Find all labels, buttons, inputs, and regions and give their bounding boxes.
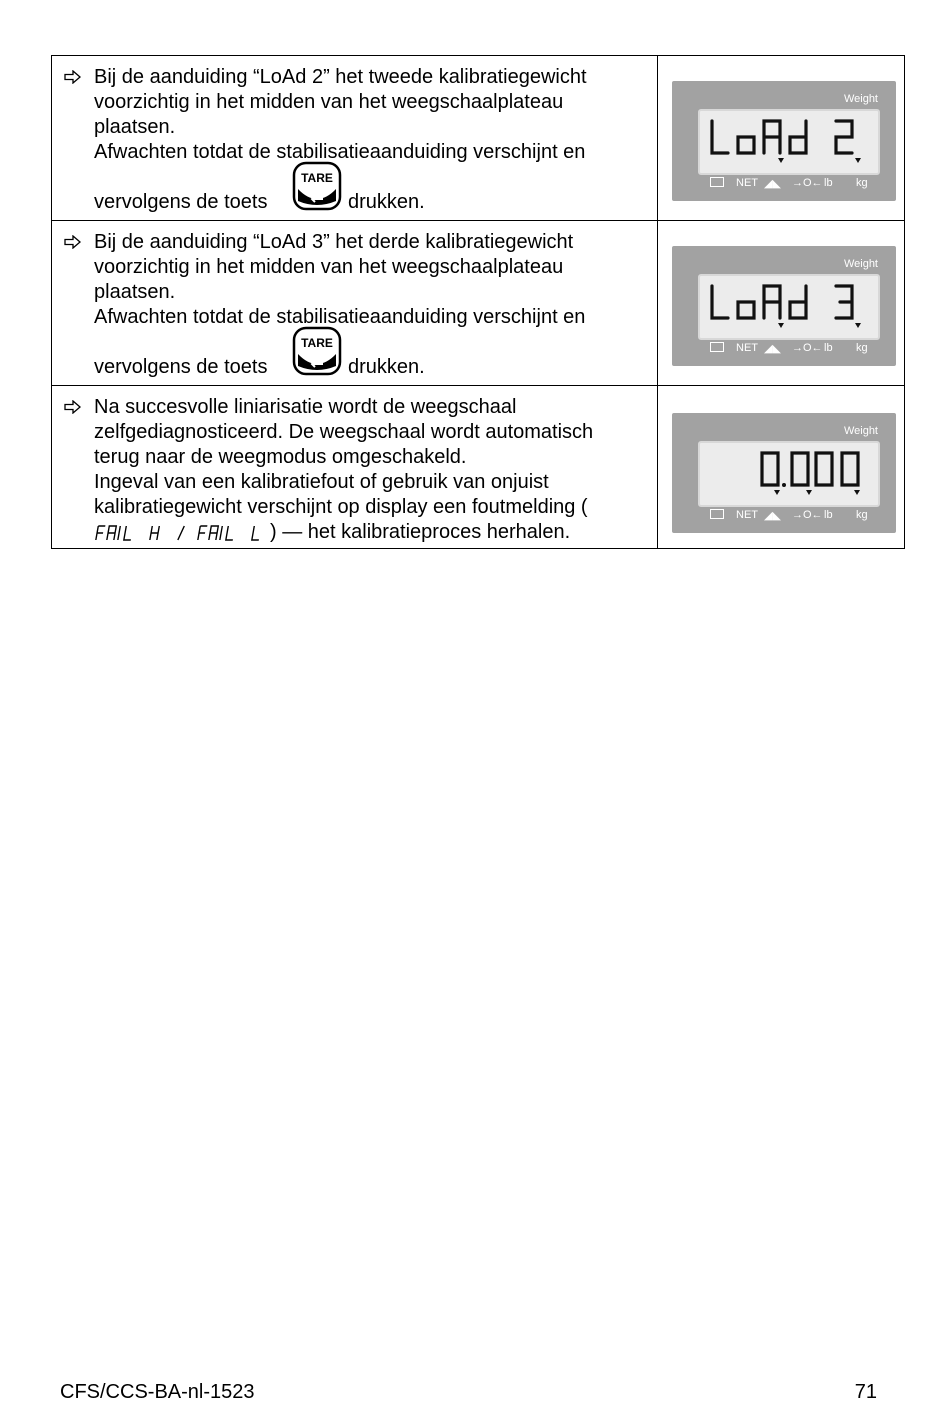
scale-display xyxy=(672,413,896,533)
step-text-cell xyxy=(52,221,658,386)
display-label: Weight xyxy=(843,93,878,105)
lcd-readout xyxy=(700,443,878,505)
display-cell xyxy=(658,221,905,386)
step-line: Na succesvolle liniarisatie wordt de weegschaal xyxy=(94,396,517,418)
battery-icon xyxy=(710,509,724,519)
step-line: voorzichtig in het midden van het weegschaalplateau xyxy=(94,256,564,278)
arrow-right-icon xyxy=(64,400,81,414)
arrow-right-icon xyxy=(64,235,81,249)
battery-icon xyxy=(710,177,724,187)
step-line: plaatsen. xyxy=(94,281,176,303)
display-cell xyxy=(658,56,905,221)
step-text-cell xyxy=(52,386,658,549)
tare-suffix: drukken. xyxy=(348,191,425,213)
indicator-net: NET xyxy=(736,509,758,521)
scale-display xyxy=(672,81,896,201)
step-line: plaatsen. xyxy=(94,116,176,138)
step-row xyxy=(52,56,905,221)
stable-icon: ◢◣ xyxy=(764,510,781,522)
step-line: kalibratiegewicht verschijnt op display een foutmelding ( xyxy=(94,496,588,518)
footer-page-number: 71 xyxy=(854,1381,877,1403)
tare-key-icon xyxy=(292,326,342,376)
indicator-row xyxy=(708,177,886,191)
step-line-suffix: ) — het kalibratieproces herhalen. xyxy=(270,521,571,543)
footer-doc-id: CFS/CCS-BA-nl-1523 xyxy=(60,1381,255,1403)
indicator-row xyxy=(708,342,886,356)
tare-suffix: drukken. xyxy=(348,356,425,378)
indicator-kg: kg xyxy=(856,509,868,521)
lcd-screen xyxy=(698,109,880,175)
step-line: terug naar de weegmodus omgeschakeld. xyxy=(94,446,467,468)
indicator-zero: →O← xyxy=(792,509,823,521)
instruction-table xyxy=(51,55,905,549)
svg-text:TARE: TARE xyxy=(301,171,333,185)
step-line: Afwachten totdat de stabilisatieaanduiding verschijnt en xyxy=(94,141,586,163)
step-row xyxy=(52,221,905,386)
lcd-readout xyxy=(700,276,878,338)
step-row xyxy=(52,386,905,549)
display-label: Weight xyxy=(843,425,878,437)
indicator-row xyxy=(708,509,886,523)
scale-display xyxy=(672,246,896,366)
indicator-net: NET xyxy=(736,177,758,189)
indicator-lb: lb xyxy=(824,509,833,521)
arrow-right-icon xyxy=(64,70,81,84)
svg-text:TARE: TARE xyxy=(301,336,333,350)
indicator-lb: lb xyxy=(824,342,833,354)
display-label: Weight xyxy=(843,258,878,270)
indicator-lb: lb xyxy=(824,177,833,189)
indicator-zero: →O← xyxy=(792,177,823,189)
battery-icon xyxy=(710,342,724,352)
display-cell xyxy=(658,386,905,549)
step-line: Ingeval van een kalibratiefout of gebruik van onjuist xyxy=(94,471,549,493)
tare-prefix: vervolgens de toets xyxy=(94,356,268,378)
lcd-screen xyxy=(698,274,880,340)
indicator-kg: kg xyxy=(856,177,868,189)
indicator-net: NET xyxy=(736,342,758,354)
error-codes-segment xyxy=(94,522,270,544)
step-line: Bij de aanduiding “LoAd 3” het derde kalibratiegewicht xyxy=(94,231,574,253)
tare-prefix: vervolgens de toets xyxy=(94,191,268,213)
lcd-screen xyxy=(698,441,880,507)
tare-key-icon xyxy=(292,161,342,211)
indicator-zero: →O← xyxy=(792,342,823,354)
stable-icon: ◢◣ xyxy=(764,343,781,355)
step-line-errors xyxy=(94,520,647,545)
step-line: Bij de aanduiding “LoAd 2” het tweede kalibratiegewicht xyxy=(94,66,587,88)
step-text-cell xyxy=(52,56,658,221)
step-line: zelfgediagnosticeerd. De weegschaal wordt automatisch xyxy=(94,421,594,443)
lcd-readout xyxy=(700,111,878,173)
stable-icon: ◢◣ xyxy=(764,178,781,190)
step-line: voorzichtig in het midden van het weegschaalplateau xyxy=(94,91,564,113)
step-line: Afwachten totdat de stabilisatieaanduiding verschijnt en xyxy=(94,306,586,328)
indicator-kg: kg xyxy=(856,342,868,354)
